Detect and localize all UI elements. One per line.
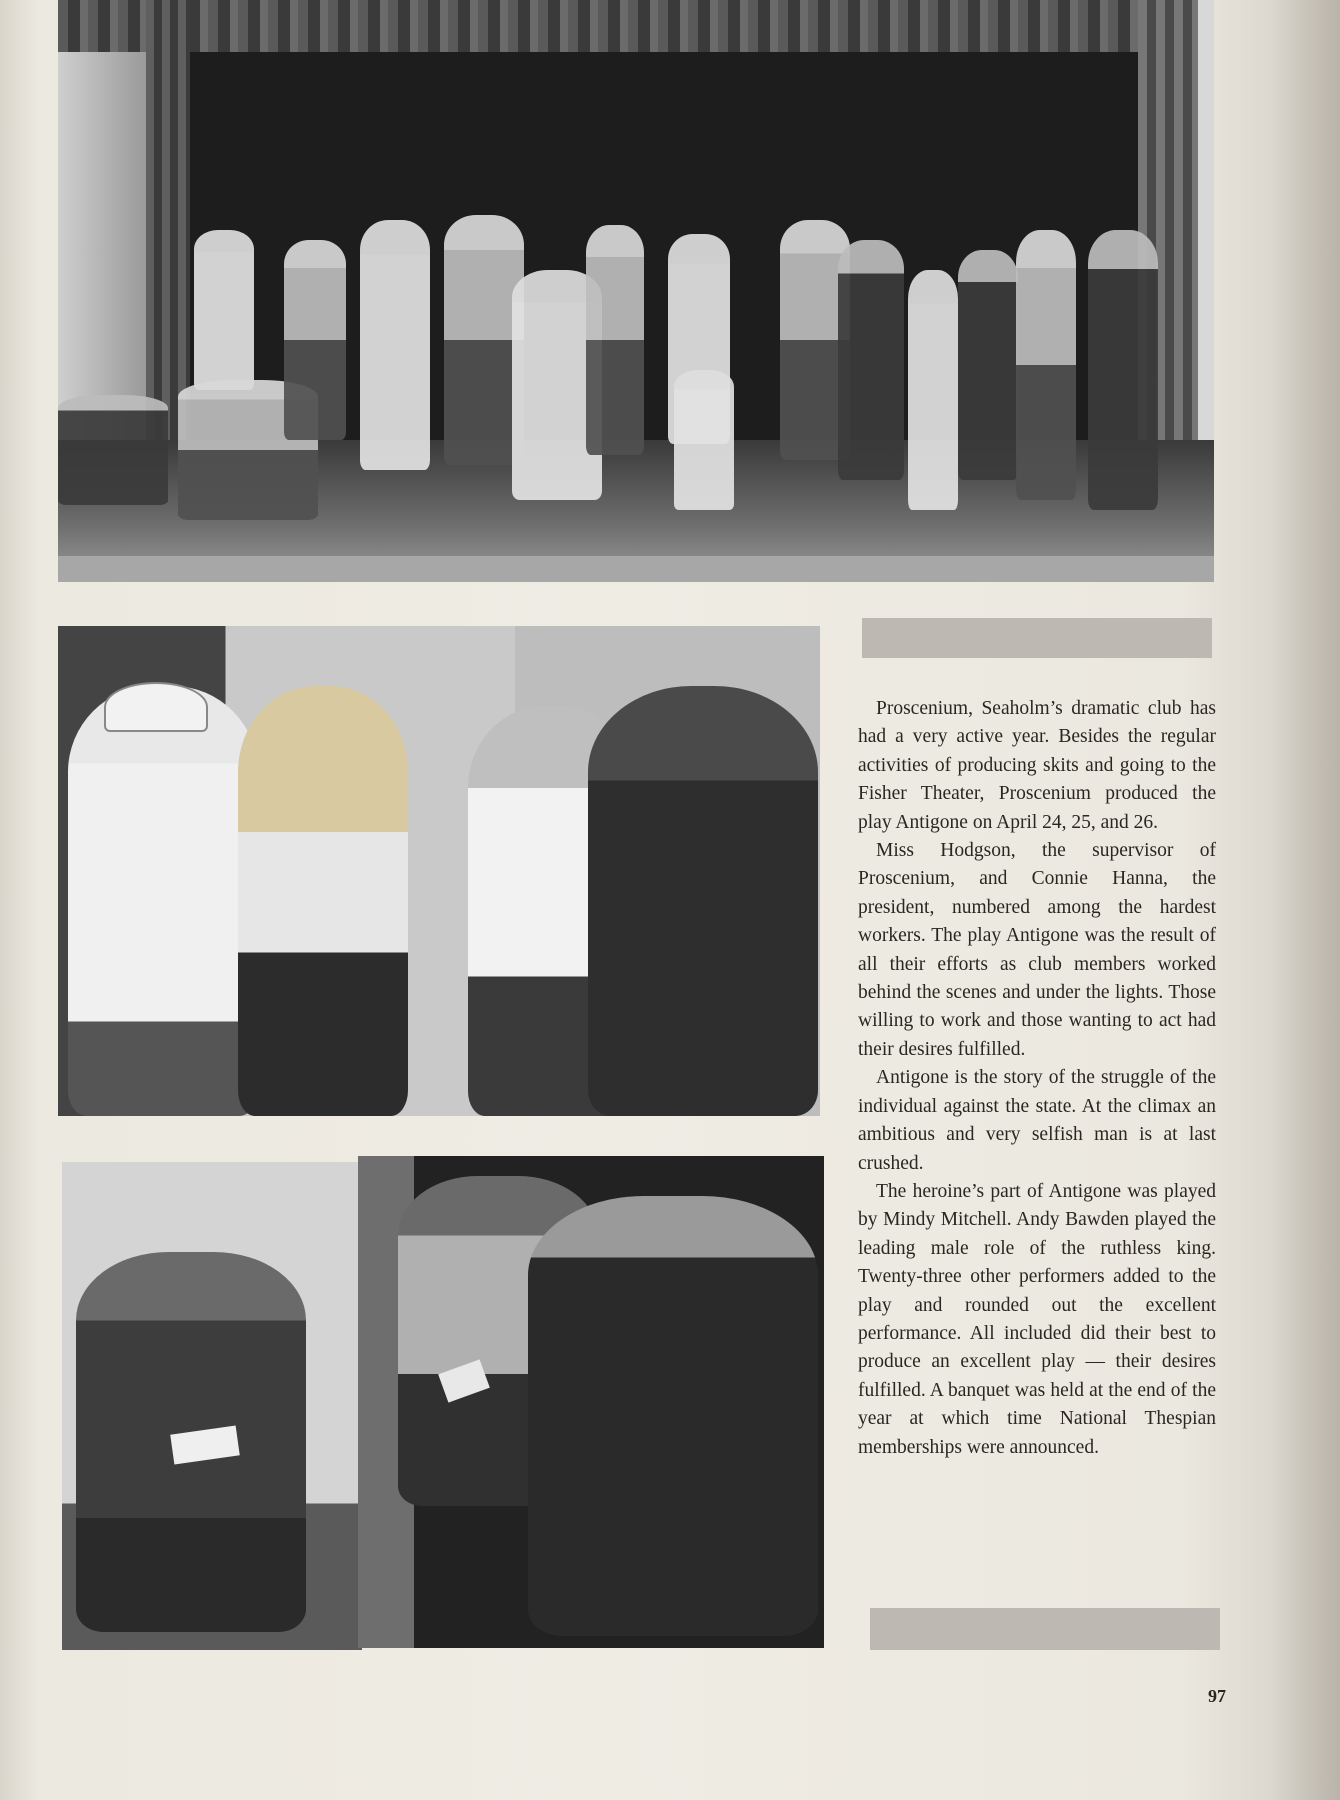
- paragraph: Miss Hodgson, the supervisor of Proscenium, and Connie Hanna, the president, numbered among the hardest workers. The play Antigone was the result of all their efforts as club members worked behind the scenes and under the lights. Those willing to work and those wanting to act had their desires fulfilled.: [858, 840, 1216, 1060]
- decorative-bar-top: [862, 618, 1212, 658]
- page-number: 97: [1208, 1686, 1226, 1706]
- paragraph: Antigone is the story of the struggle of the individual against the state. At the climax an ambitious and very selfish man is at last crushed.: [858, 1067, 1216, 1174]
- cast-member: [194, 230, 254, 390]
- rehearsal-scene-photo: [58, 626, 820, 1116]
- stage-curtain-valance: [58, 0, 1214, 52]
- hard-hat-peace-icon: [104, 682, 208, 732]
- cast-member: [58, 395, 168, 505]
- page-edge-shadow: [1270, 0, 1340, 1800]
- paragraph: The heroine’s part of Antigone was played by Mindy Mitchell. Andy Bawden played the leading male role of the ruthless king. Twenty-three other performers added to the play and rounded out the excellent performance. All included did their best to produce an excellent play — their desires fulfilled. A banquet was held at the end of the year at which time National Thespian memberships were announced.: [858, 1180, 1216, 1458]
- decorative-bar-bottom: [870, 1608, 1220, 1650]
- actor-hard-hat: [68, 686, 258, 1116]
- actress-long-hair: [238, 686, 408, 1116]
- cast-member: [674, 370, 734, 510]
- stage-cast-photo: [58, 0, 1214, 582]
- cast-member: [360, 220, 430, 470]
- cast-member: [1088, 230, 1158, 510]
- paragraph: Proscenium, Seaholm’s dramatic club has had a very active year. Besides the regular activities of producing skits and going to the Fisher Theater, Proscenium produced the play Antigone on April 24, 25, and 26.: [858, 698, 1216, 833]
- seated-card-player: [528, 1196, 818, 1636]
- cast-member: [1016, 230, 1076, 500]
- cast-member: [838, 240, 904, 480]
- article-text: [858, 695, 1216, 1462]
- card-player-photo-right: [358, 1156, 824, 1648]
- stage-wall-right: [1198, 0, 1214, 470]
- cast-member: [908, 270, 958, 510]
- card-player-photo-left: [62, 1162, 362, 1650]
- cast-member: [586, 225, 644, 455]
- actor-patterned-shirt: [588, 686, 818, 1116]
- cast-member: [284, 240, 346, 440]
- stage-edge: [58, 556, 1214, 582]
- cast-member: [958, 250, 1018, 480]
